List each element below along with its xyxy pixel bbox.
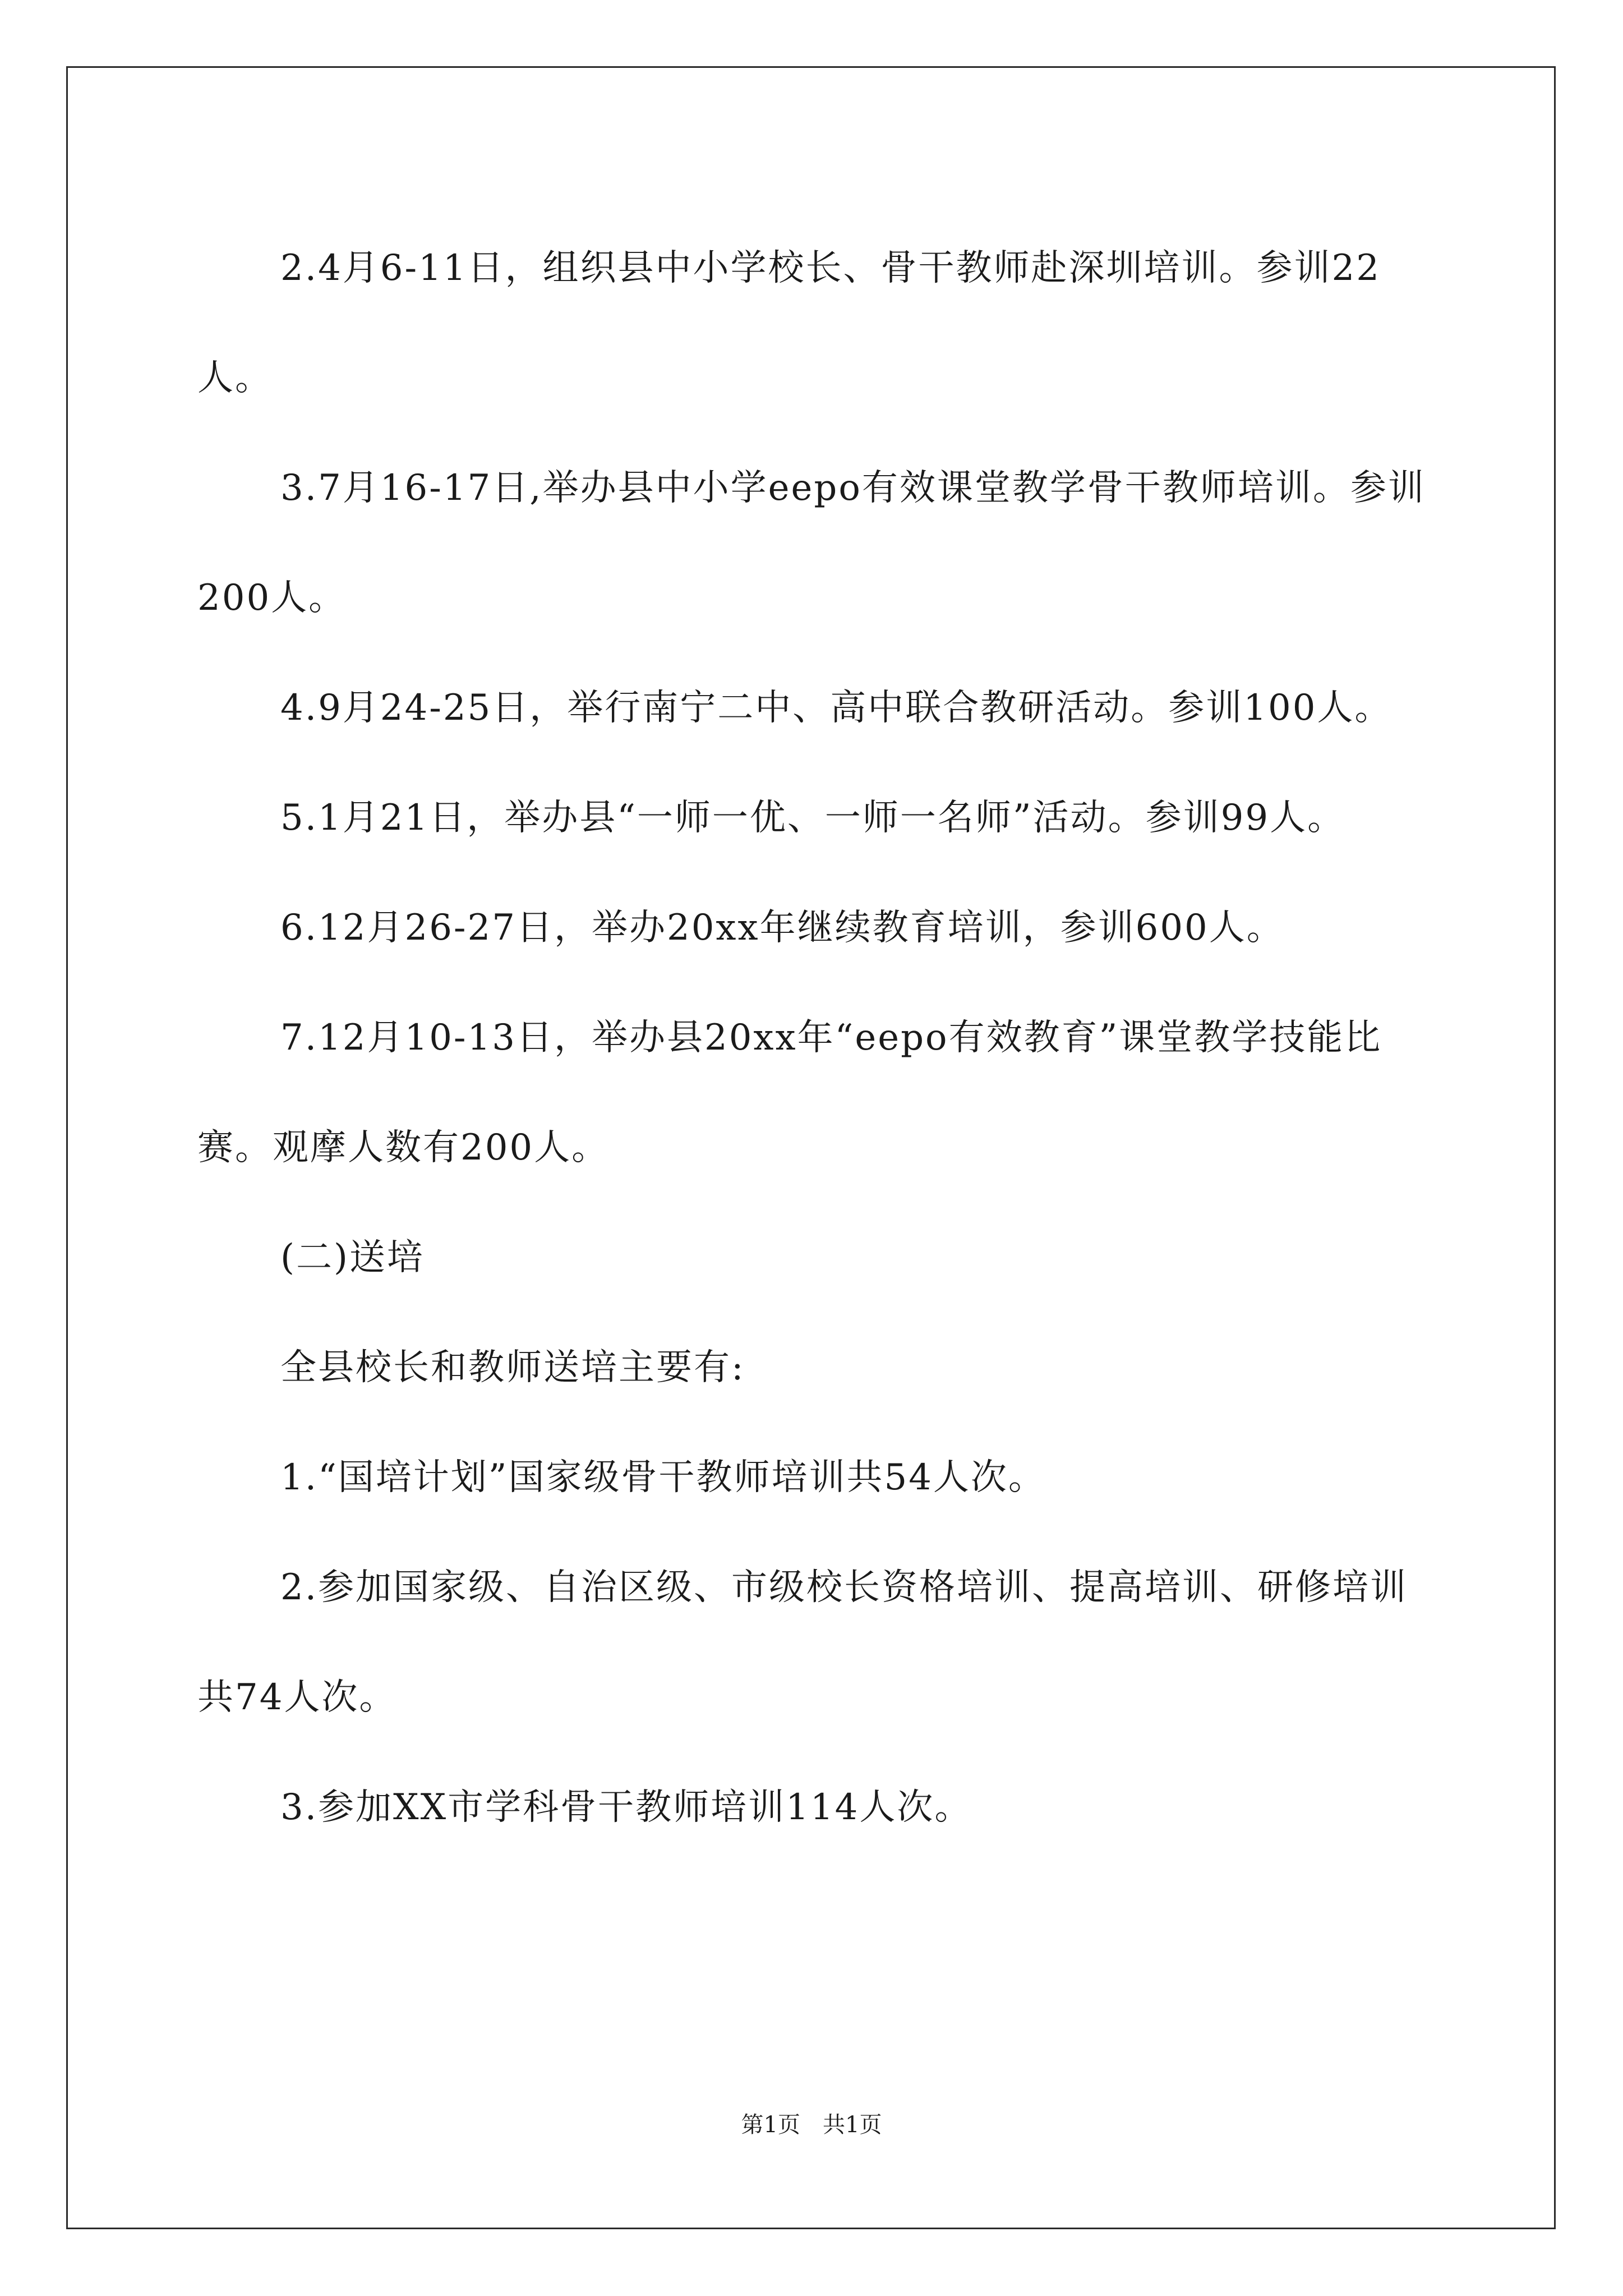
paragraph-send-training-intro: 全县校长和教师送培主要有: [280,1347,745,1388]
section-heading-send-training: (二)送培 [280,1237,425,1278]
paragraph-principal-training: 2.参加国家级、自治区级、市级校长资格培训、提高培训、研修培训共74人次。 [197,1567,1408,1718]
paragraph-joint-research: 4.9月24-25日，举行南宁二中、高中联合教研活动。参训100人。 [280,687,1393,729]
paragraph-teacher-activity: 5.1月21日，举办县“一师一优、一师一名师”活动。参训99人。 [280,797,1345,839]
paragraph-skills-competition: 7.12月10-13日，举办县20xx年“eepo有效教育”课堂教学技能比赛。观摩人数有200人。 [197,1017,1382,1168]
paragraph-national-training: 1.“国培计划”国家级骨干教师培训共54人次。 [280,1457,1046,1498]
paragraph-continuing-education: 6.12月26-27日，举办20xx年继续教育培训，参训600人。 [280,907,1284,949]
document-body [197,213,1429,1862]
paragraph-city-training: 3.参加XX市学科骨干教师培训114人次。 [280,1787,972,1828]
paragraph-training-shenzhen: 2.4月6-11日，组织县中小学校长、骨干教师赴深圳培训。参训22人。 [197,247,1381,399]
page-number-footer: 第1页 共1页 [741,2112,882,2138]
paragraph-training-eepo: 3.7月16-17日,举办县中小学eepo有效课堂教学骨干教师培训。参训200人。 [197,467,1426,619]
